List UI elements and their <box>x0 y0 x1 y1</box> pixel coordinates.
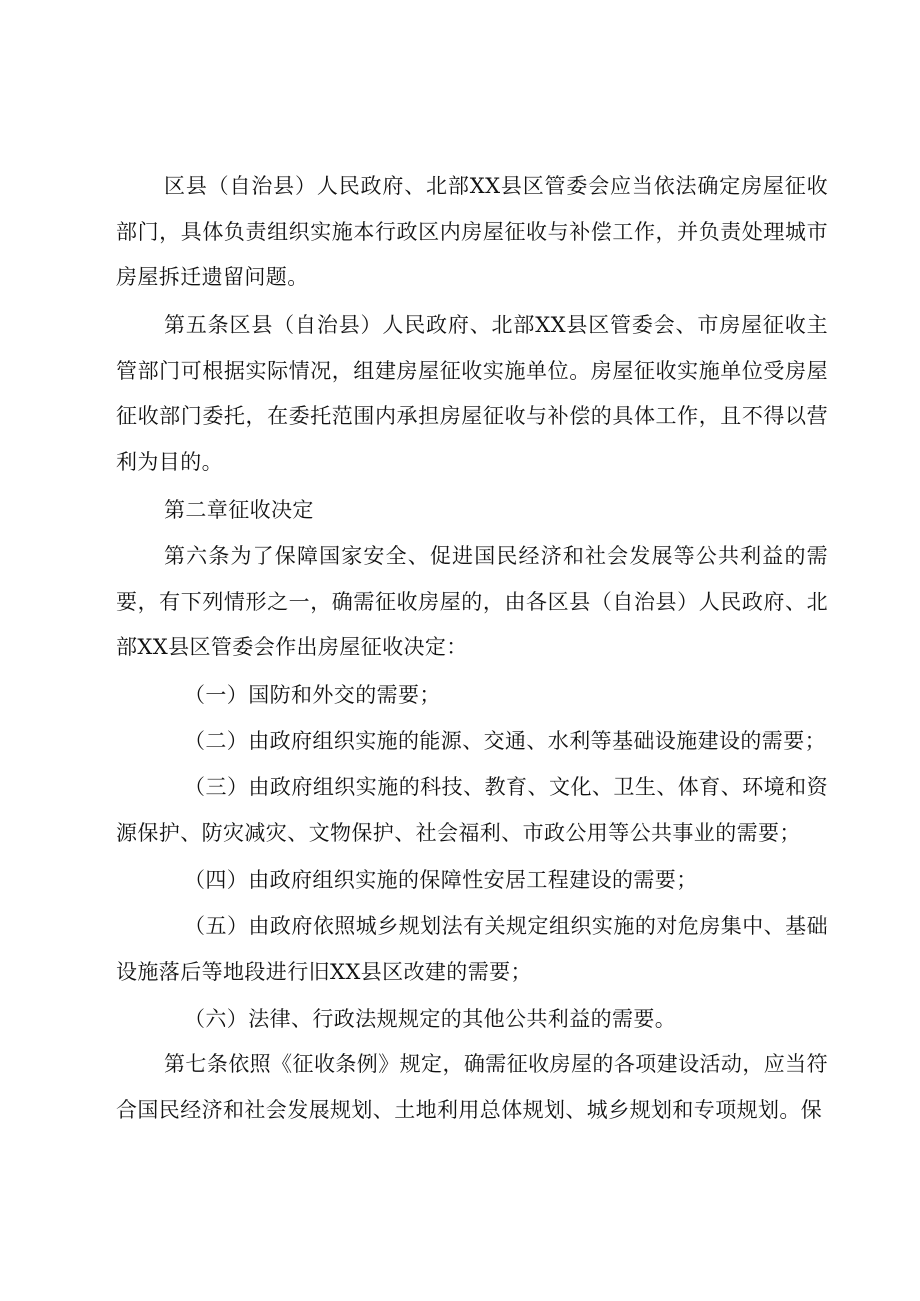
list-item-6: （六）法律、行政法规规定的其他公共利益的需要。 <box>184 1007 677 1031</box>
paragraph-article-7: 第七条依照《征收条例》规定，确需征收房屋的各项建设活动，应当符合国民经济和社会发展规划、土地利用总体规划、城乡规划和专项规划。保 <box>116 1052 828 1122</box>
list-item-5: （五）由政府依照城乡规划法有关规定组织实施的对危房集中、基础设施落后等地段进行旧XX县区改建的需要； <box>116 914 828 984</box>
list-item-3: （三）由政府组织实施的科技、教育、文化、卫生、体育、环境和资源保护、防灾减灾、文物保护、社会福利、市政公用等公共事业的需要； <box>116 775 828 845</box>
paragraph-article-5: 第五条区县（自治县）人民政府、北部XX县区管委会、市房屋征收主管部门可根据实际情况，组建房屋征收实施单位。房屋征收实施单位受房屋征收部门委托，在委托范围内承担房屋征收与补偿的具体工作，且不得以营利为目的。 <box>116 313 828 474</box>
list-item-2: （二）由政府组织实施的能源、交通、水利等基础设施建设的需要； <box>184 729 826 753</box>
paragraph-collection-department: 区县（自治县）人民政府、北部XX县区管委会应当依法确定房屋征收部门，具体负责组织实施本行政区内房屋征收与补偿工作，并负责处理城市房屋拆迁遗留问题。 <box>116 174 828 289</box>
list-item-4: （四）由政府组织实施的保障性安居工程建设的需要； <box>184 868 698 892</box>
chapter-heading-2: 第二章征收决定 <box>164 498 314 522</box>
paragraph-article-6: 第六条为了保障国家安全、促进国民经济和社会发展等公共利益的需要，有下列情形之一，确需征收房屋的，由各区县（自治县）人民政府、北部XX县区管委会作出房屋征收决定： <box>116 544 828 659</box>
list-item-1: （一）国防和外交的需要； <box>184 683 441 707</box>
